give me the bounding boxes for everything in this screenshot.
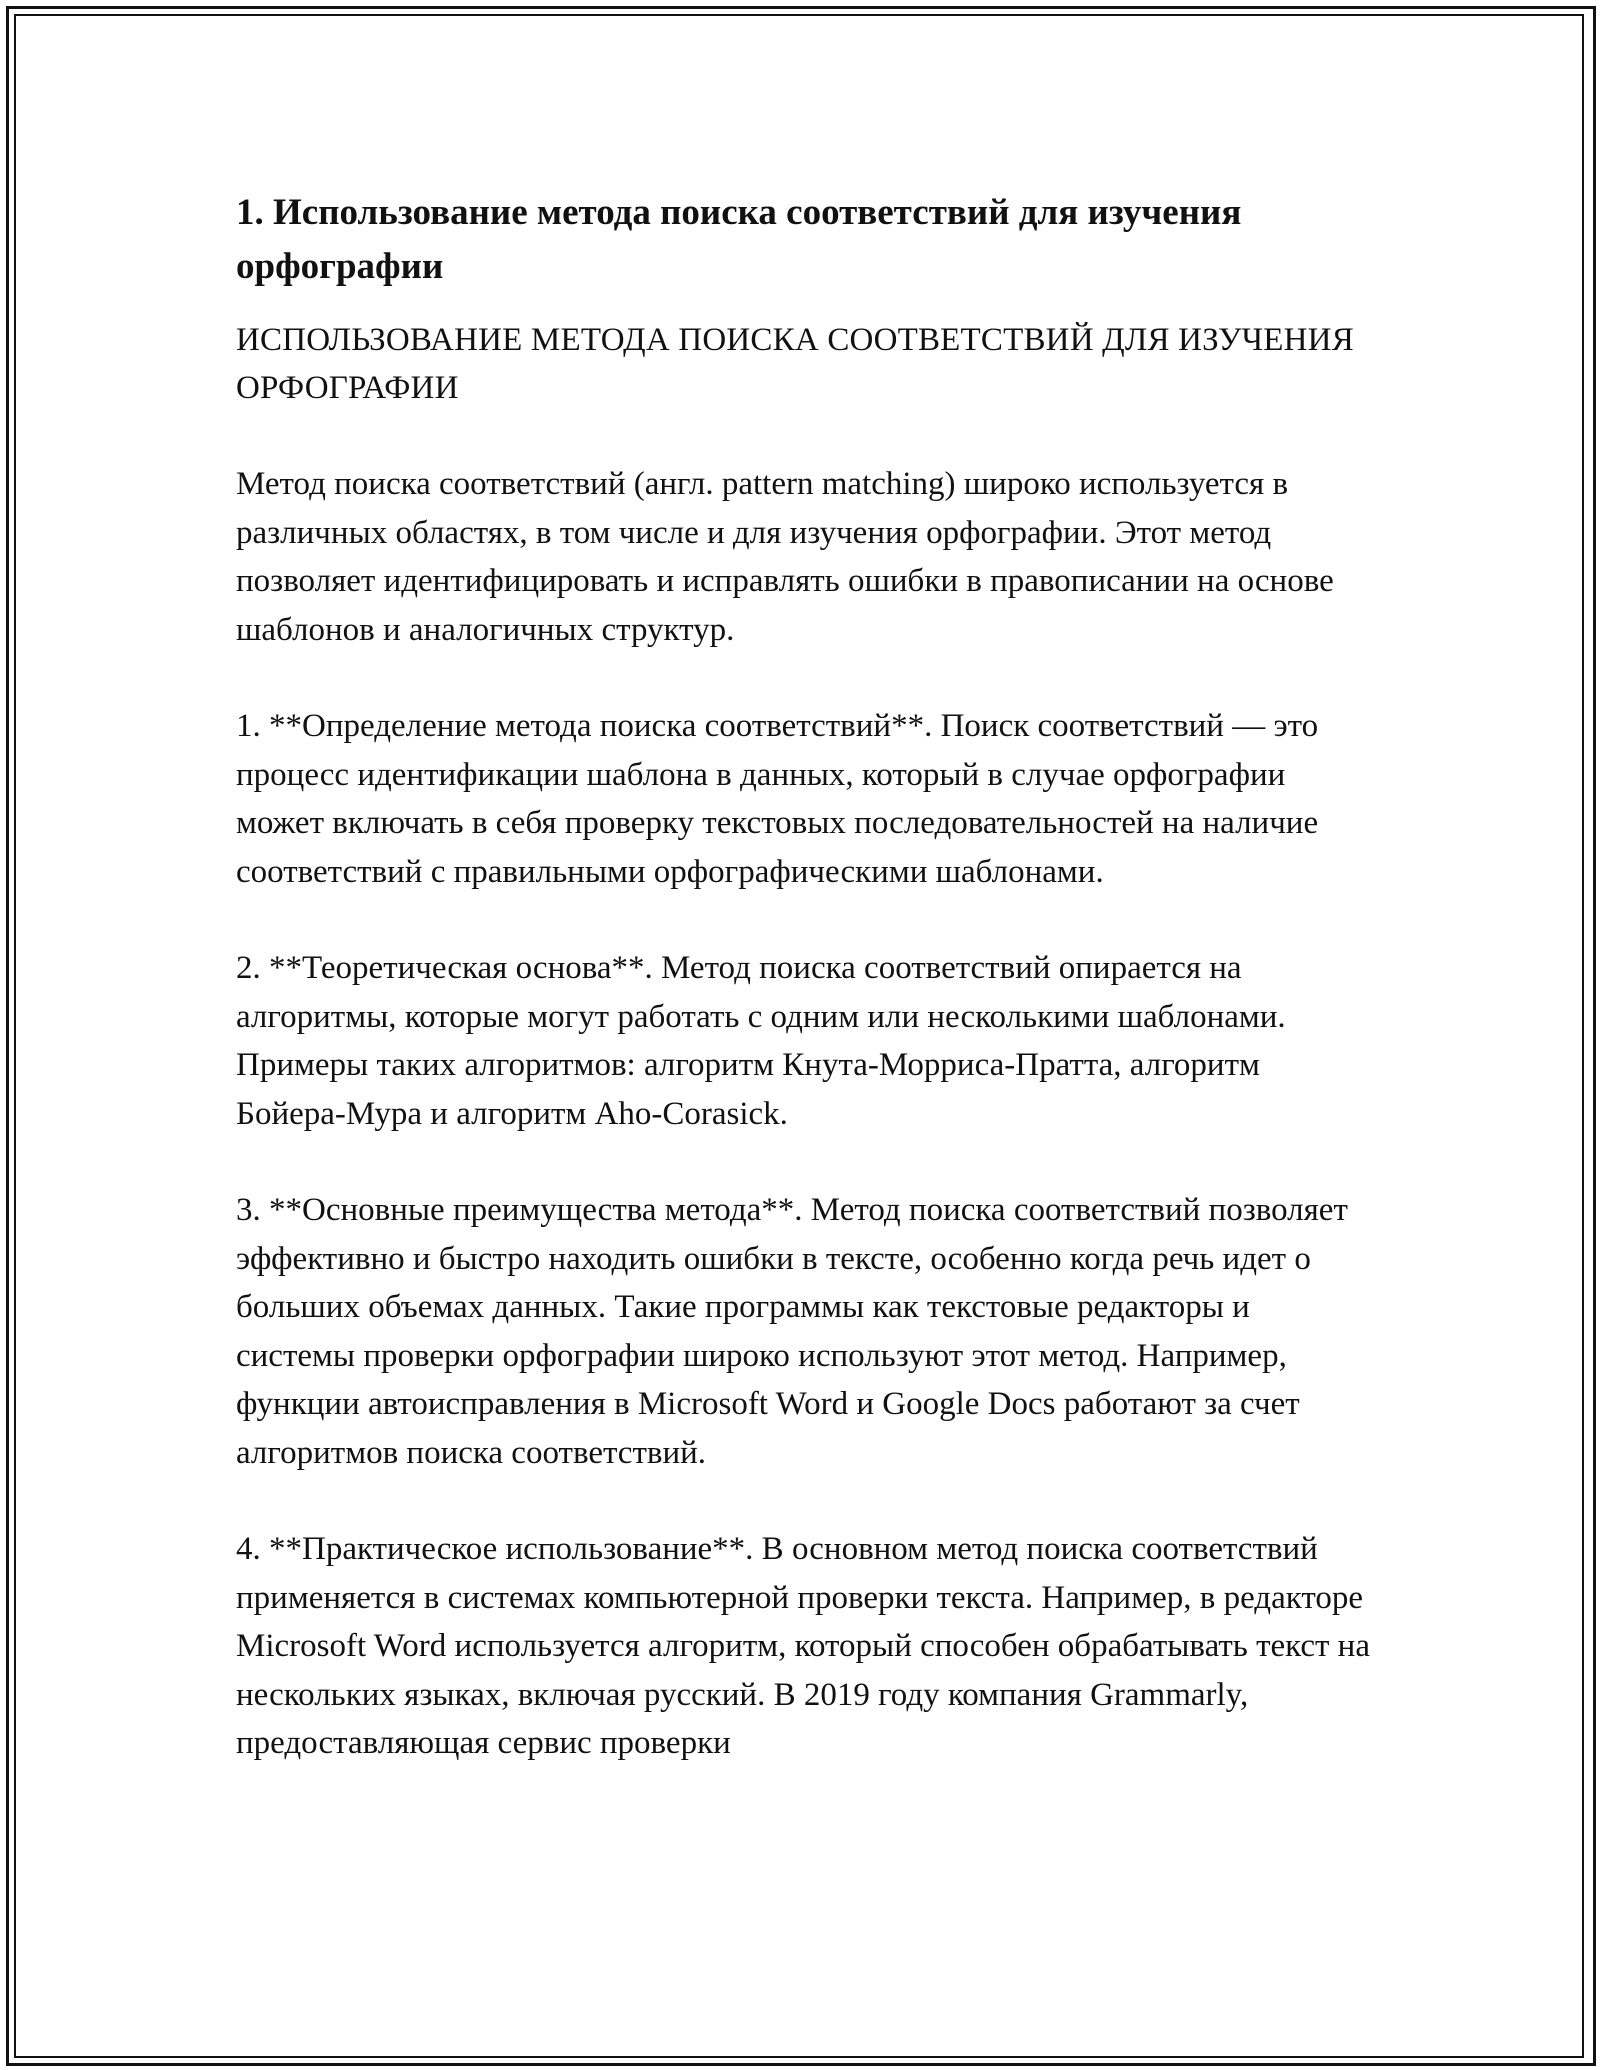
document-caps-heading: ИСПОЛЬЗОВАНИЕ МЕТОДА ПОИСКА СООТВЕТСТВИЙ ДЛЯ ИЗУЧЕНИЯ ОРФОГРАФИИ — [236, 322, 1354, 406]
paragraph-definition: 1. **Определение метода поиска соответствий**. Поиск соответствий — это процесс идентификации шаблона в данных, который в случае орфографии может включать в себя проверку текстовых последовательностей на наличие соответствий с правильными орфографическими шаблонами. — [236, 708, 1319, 890]
document-title: 1. Использование метода поиска соответствий для изучения орфографии — [236, 192, 1242, 287]
document-body — [236, 186, 1376, 1768]
paragraph-intro: Метод поиска соответствий (англ. pattern matching) широко используется в различных областях, в том числе и для изучения орфографии. Этот метод позволяет идентифицировать и исправлять ошибки в правописании на основе шаблонов и аналогичных структур. — [236, 466, 1334, 648]
paragraph-advantages: 3. **Основные преимущества метода**. Метод поиска соответствий позволяет эффективно и быстро находить ошибки в тексте, особенно когда речь идет о больших объемах данных. Такие программы как текстовые редакторы и системы проверки орфографии широко используют этот метод. Например, функции автоисправления в Microsoft Word и Google Docs работают за счет алгоритмов поиска соответствий. — [236, 1192, 1348, 1471]
paragraph-practical-use: 4. **Практическое использование**. В основном метод поиска соответствий применяется в системах компьютерной проверки текста. Например, в редакторе Microsoft Word используется алгоритм, который способен обрабатывать текст на нескольких языках, включая русский. В 2019 году компания Grammarly, предоставляющая сервис проверки — [236, 1531, 1370, 1761]
paragraph-theory: 2. **Теоретическая основа**. Метод поиска соответствий опирается на алгоритмы, которые могут работать с одним или несколькими шаблонами. Примеры таких алгоритмов: алгоритм Кнута-Морриса-Пратта, алгоритм Бойера-Мура и алгоритм Aho-Corasick. — [236, 950, 1286, 1132]
